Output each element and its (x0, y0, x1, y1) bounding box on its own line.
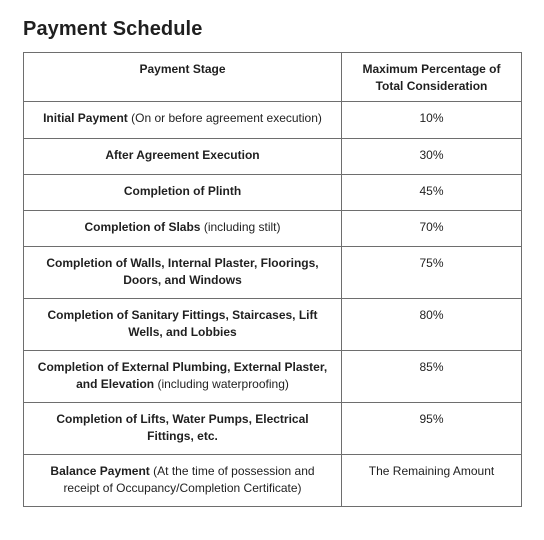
table-row (24, 102, 522, 139)
stage-cell (24, 351, 342, 403)
stage-cell (24, 247, 342, 299)
table-row (24, 175, 522, 211)
page-title: Payment Schedule (23, 18, 203, 40)
stage-name: Completion of Slabs (84, 220, 201, 234)
table-row (24, 211, 522, 247)
header-payment-stage: Payment Stage (24, 53, 342, 102)
stage-cell (24, 455, 342, 507)
stage-name: Completion of External Plumbing, External Plaster, and Elevation (37, 360, 328, 391)
percentage-cell: The Remaining Amount (342, 455, 522, 507)
percentage-cell: 45% (342, 175, 522, 211)
stage-cell (24, 403, 342, 455)
stage-cell (24, 175, 342, 211)
stage-cell (24, 299, 342, 351)
stage-name: Initial Payment (43, 111, 128, 125)
header-maximum-percentage: Maximum Percentage of Total Consideration (342, 53, 522, 102)
percentage-cell: 75% (342, 247, 522, 299)
table-row (24, 403, 522, 455)
table-header-row (24, 53, 522, 102)
table-row (24, 351, 522, 403)
percentage-cell: 10% (342, 102, 522, 139)
percentage-cell: 95% (342, 403, 522, 455)
stage-name: Completion of Walls, Internal Plaster, Floorings, Doors, and Windows (46, 256, 319, 287)
stage-note: (At the time of possession and receipt of Occupancy/Completion Certificate) (63, 464, 315, 495)
percentage-cell: 80% (342, 299, 522, 351)
stage-note: (including waterproofing) (154, 377, 289, 391)
table-row (24, 299, 522, 351)
percentage-cell: 70% (342, 211, 522, 247)
percentage-cell: 30% (342, 139, 522, 175)
payment-schedule-table (23, 52, 522, 507)
table-row (24, 455, 522, 507)
table-row (24, 247, 522, 299)
stage-name: Balance Payment (50, 464, 150, 478)
table-row (24, 139, 522, 175)
stage-cell (24, 139, 342, 175)
stage-name: Completion of Lifts, Water Pumps, Electrical Fittings, etc. (56, 412, 309, 443)
stage-cell (24, 211, 342, 247)
stage-name: After Agreement Execution (105, 148, 260, 162)
stage-name: Completion of Plinth (123, 184, 242, 198)
stage-cell (24, 102, 342, 139)
stage-name: Completion of Sanitary Fittings, Staircases, Lift Wells, and Lobbies (47, 308, 318, 339)
stage-note: (On or before agreement execution) (127, 111, 322, 125)
stage-note: (including stilt) (200, 220, 281, 234)
percentage-cell: 85% (342, 351, 522, 403)
